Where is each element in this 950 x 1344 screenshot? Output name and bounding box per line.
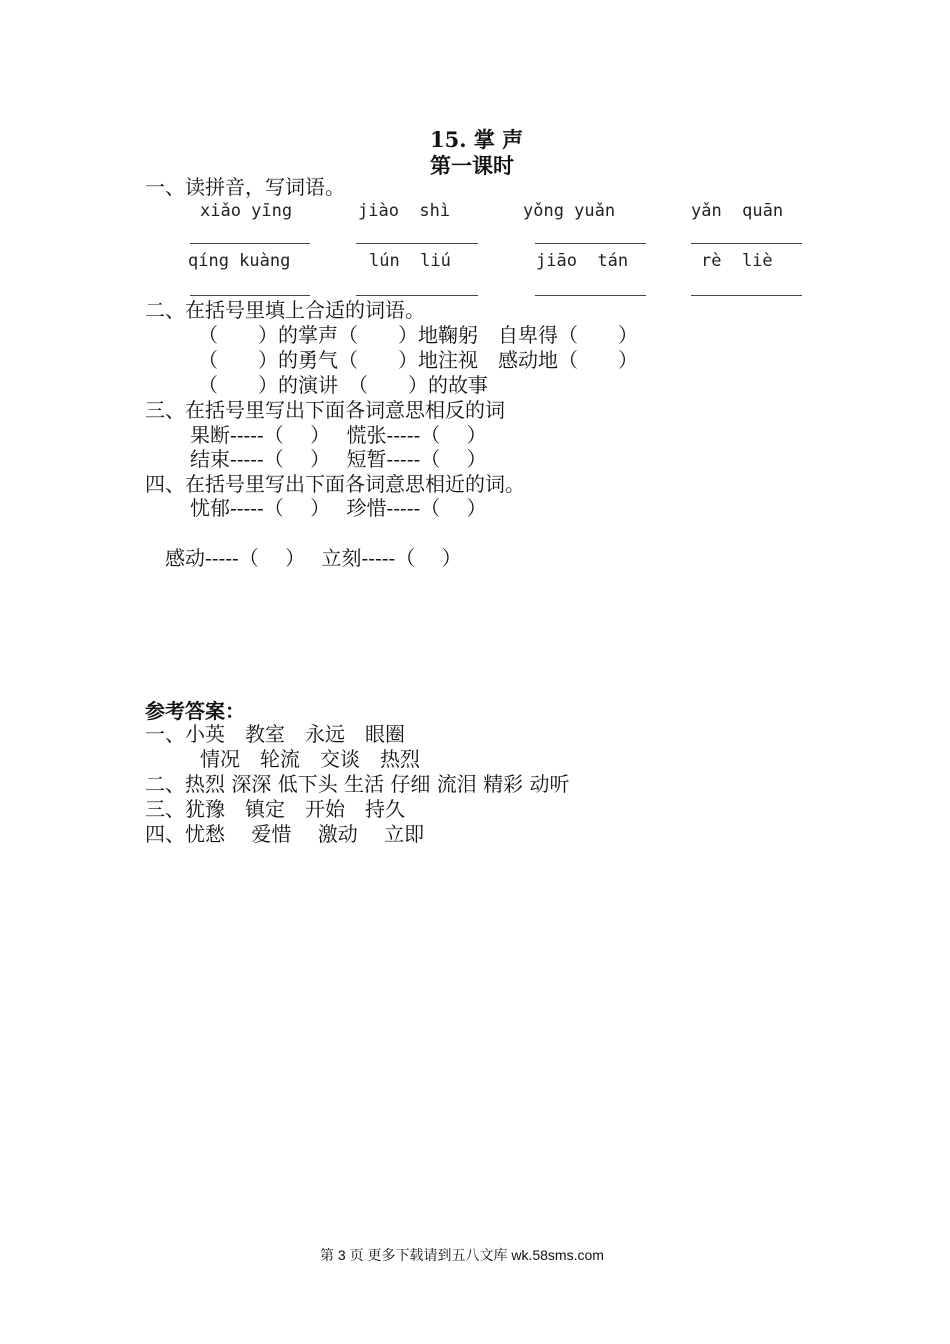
answer-blank[interactable] bbox=[356, 295, 478, 296]
answer-blank[interactable] bbox=[535, 295, 646, 296]
q2-line: （ ）的演讲 （ ）的故事 bbox=[198, 373, 488, 397]
answer-line: 二、热烈 深深 低下头 生活 仔细 流泪 精彩 动听 bbox=[145, 772, 570, 796]
q3-line: 果断-----（ ） 慌张-----（ ） bbox=[190, 423, 487, 447]
answer-blank[interactable] bbox=[356, 243, 478, 244]
answer-blank[interactable] bbox=[691, 295, 802, 296]
q3-heading: 三、在括号里写出下面各词意思相反的词 bbox=[145, 398, 505, 422]
answer-line: 四、忧愁 爱惜 激动 立即 bbox=[145, 822, 425, 846]
lesson-subtitle: 第一课时 bbox=[430, 153, 514, 178]
q4-heading: 四、在括号里写出下面各词意思相近的词。 bbox=[145, 472, 525, 496]
pinyin-item: xiǎo yīng bbox=[200, 201, 293, 221]
answer-line: 三、犹豫 镇定 开始 持久 bbox=[145, 797, 405, 821]
lesson-title: 15. 掌 声 bbox=[430, 127, 524, 152]
q3-line: 结束-----（ ） 短暂-----（ ） bbox=[190, 447, 487, 471]
q1-heading: 一、读拼音，写词语。 bbox=[145, 175, 345, 199]
answer-blank[interactable] bbox=[535, 243, 646, 244]
pinyin-item: yǎn quān bbox=[691, 201, 784, 221]
page-footer: 第 3 页 更多下载请到五八文库 wk.58sms.com bbox=[320, 1247, 604, 1263]
q2-line: （ ）的掌声（ ）地鞠躬 自卑得（ ） bbox=[198, 323, 638, 347]
q2-heading: 二、在括号里填上合适的词语。 bbox=[145, 298, 425, 322]
answer-blank[interactable] bbox=[691, 243, 802, 244]
pinyin-item: jiāo tán bbox=[536, 251, 629, 271]
answer-line: 一、小英 教室 永远 眼圈 bbox=[145, 722, 405, 746]
answer-blank[interactable] bbox=[190, 295, 310, 296]
pinyin-item: qíng kuàng bbox=[188, 251, 291, 271]
pinyin-item: rè liè bbox=[701, 251, 773, 271]
q2-line: （ ）的勇气（ ）地注视 感动地（ ） bbox=[198, 348, 638, 372]
pinyin-item: jiào shì bbox=[358, 201, 451, 221]
q4-line: 感动-----（ ） 立刻-----（ ） bbox=[165, 546, 462, 570]
q4-line: 忧郁-----（ ） 珍惜-----（ ） bbox=[190, 496, 487, 520]
answer-line: 情况 轮流 交谈 热烈 bbox=[200, 747, 420, 771]
answers-heading: 参考答案： bbox=[145, 699, 245, 723]
answer-blank[interactable] bbox=[190, 243, 310, 244]
pinyin-item: lún liú bbox=[369, 251, 451, 271]
pinyin-item: yǒng yuǎn bbox=[523, 201, 616, 221]
